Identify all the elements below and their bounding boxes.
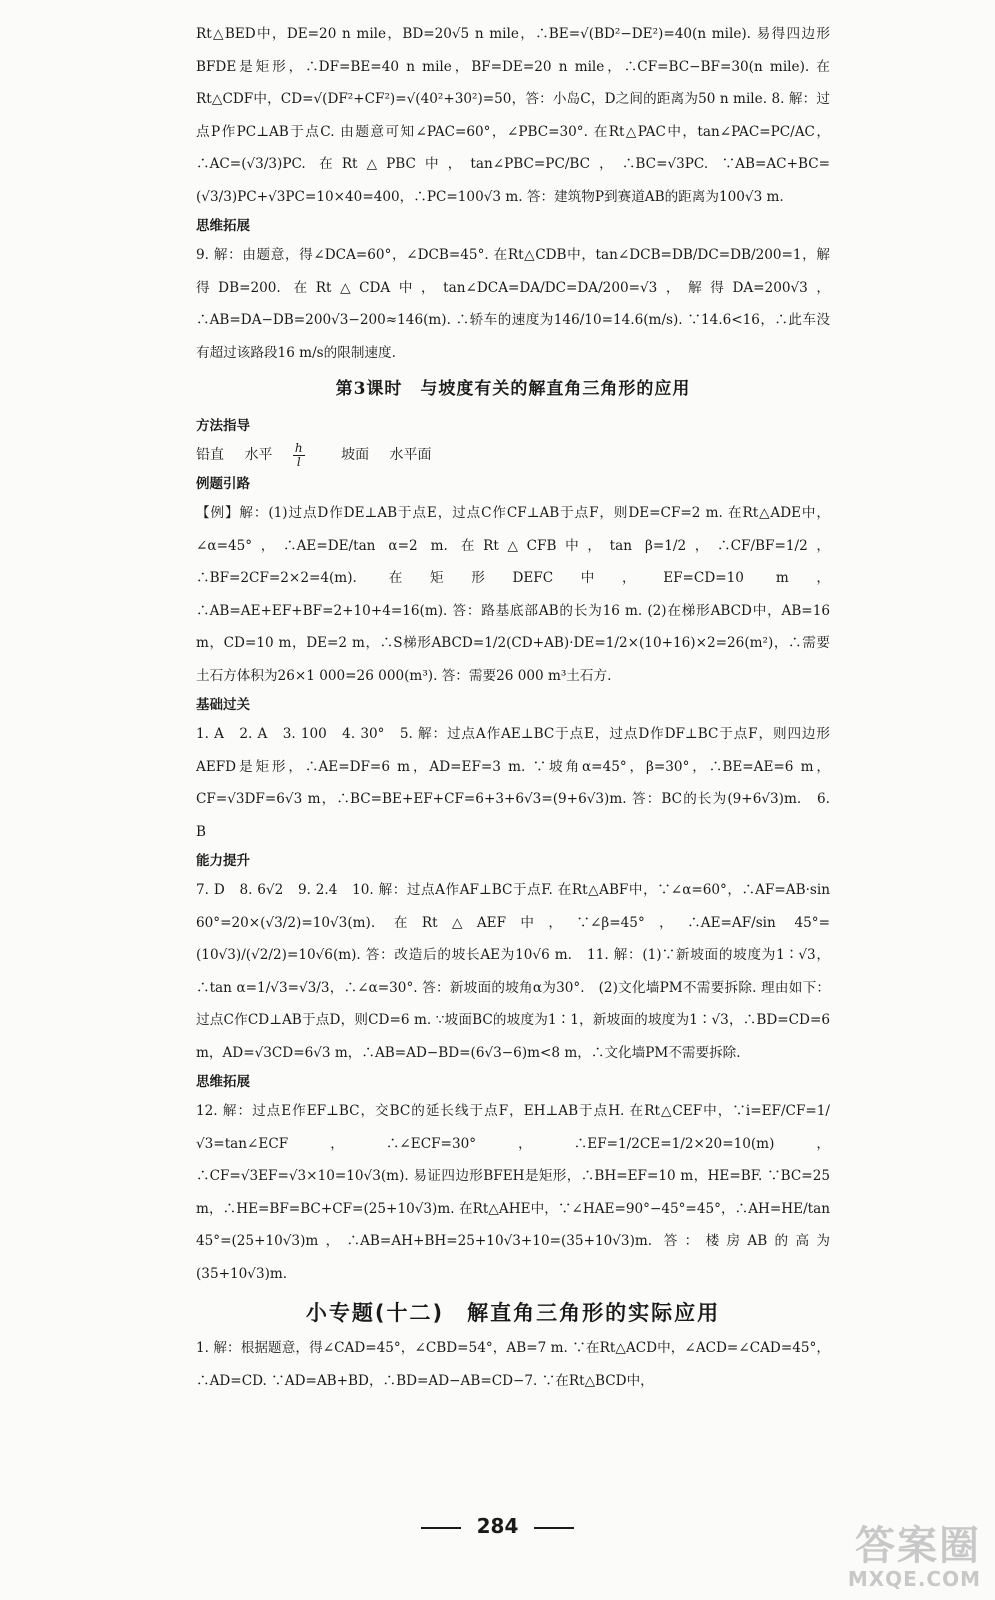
solution-paragraph: 【例】解：(1)过点D作DE⊥AB于点E，过点C作CF⊥AB于点F，则DE=CF=2 m. 在Rt△ADE中，∠α=45°，∴AE=DE/tan α=2 m. 在Rt△CFB中，tan β=1/2，∴CF/BF=1/2，∴BF=2CF=2×2=4(m). 在矩形DEFC中，EF=CD=10 m，∴AB=AE+EF+BF=2+10+4=16(m). 答：路基底部AB的长为16 m. (2)在梯形ABCD中，AB=16 m，CD=10 m，DE=2 m，∴S梯形ABCD=1/2(CD+AB)·DE=1/2×(10+16)×2=26(m²)，∴需要土石方体积为26×1 000=26 000(m³). 答：需要26 000 m³土石方. <box>196 505 830 684</box>
method-word: 水平面 <box>389 447 432 463</box>
section-heading-method-guide: 方法指导 <box>196 418 250 434</box>
watermark-url: MXQE.COM <box>847 1567 981 1591</box>
section-heading-ability: 能力提升 <box>196 853 250 869</box>
page-number-dash <box>534 1527 574 1529</box>
page-number-text: 284 <box>476 1514 519 1538</box>
page-number <box>0 1514 995 1538</box>
watermark <box>848 1524 981 1590</box>
method-word: 铅直 <box>196 447 224 463</box>
page-content <box>196 18 830 1397</box>
slope-fraction <box>293 442 321 469</box>
solution-paragraph: 7. D 8. 6√2 9. 2.4 10. 解：过点A作AF⊥BC于点F. 在Rt△ABF中，∵∠α=60°，∴AF=AB·sin 60°=20×(√3/2)=10√3(m). 在Rt△AEF中，∵∠β=45°，∴AE=AF/sin 45°=(10√3)/(√2/2)=10√6(m). 答：改造后的坡长AE为10√6 m. 11. 解：(1)∵新坡面的坡度为1∶√3，∴tan α=1/√3=√3/3，∴∠α=30°. 答：新坡面的坡角α为30°. (2)文化墙PM不需要拆除. 理由如下：过点C作CD⊥AB于点D，则CD=6 m. ∵坡面BC的坡度为1∶1，新坡面的坡度为1∶√3，∴BD=CD=6 m，AD=√3CD=6√3 m，∴AB=AD−BD=(6√3−6)m<8 m，∴文化墙PM不需要拆除. <box>196 882 830 1061</box>
section-heading-example: 例题引路 <box>196 476 250 492</box>
method-word: 水平 <box>244 447 273 463</box>
section-heading-thinking-extension: 思维拓展 <box>196 218 250 234</box>
method-word: 坡面 <box>341 447 370 463</box>
topic-title: 小专题(十二) 解直角三角形的实际应用 <box>305 1301 721 1325</box>
section-heading-basic: 基础过关 <box>196 697 250 713</box>
solution-paragraph: 1. 解：根据题意，得∠CAD=45°，∠CBD=54°，AB=7 m. ∵在Rt△ACD中，∠ACD=∠CAD=45°，∴AD=CD. ∵AD=AB+BD，∴BD=AD−AB=CD−7. ∵在Rt△BCD中， <box>196 1340 830 1389</box>
watermark-logo: 答案圈 <box>855 1523 981 1569</box>
solution-paragraph: 1. A 2. A 3. 100 4. 30° 5. 解：过点A作AE⊥BC于点E，过点D作DF⊥BC于点F，则四边形AEFD是矩形，∴AE=DF=6 m，AD=EF=3 m. ∵坡角α=45°，β=30°，∴BE=AE=6 m，CF=√3DF=6√3 m，∴BC=BE+EF+CF=6+3+6√3=(9+6√3)m. 答：BC的长为(9+6√3)m. 6. B <box>196 726 830 840</box>
method-answers <box>196 439 830 471</box>
solution-paragraph: Rt△BED中，DE=20 n mile，BD=20√5 n mile，∴BE=√(BD²−DE²)=40(n mile). 易得四边形BFDE是矩形，∴DF=BE=40 n mile，BF=DE=20 n mile，∴CF=BC−BF=30(n mile). 在Rt△CDF中，CD=√(DF²+CF²)=√(40²+30²)=50，答：小岛C，D之间的距离为50 n mile. 8. 解：过点P作PC⊥AB于点C. 由题意可知∠PAC=60°，∠PBC=30°. 在Rt△PAC中，tan∠PAC=PC/AC，∴AC=(√3/3)PC. 在Rt△PBC中，tan∠PBC=PC/BC，∴BC=√3PC. ∵AB=AC+BC=(√3/3)PC+√3PC=10×40=400，∴PC=100√3 m. 答：建筑物P到赛道AB的距离为100√3 m. <box>196 26 830 205</box>
lesson-title: 第3课时 与坡度有关的解直角三角形的应用 <box>335 379 691 399</box>
solution-paragraph: 12. 解：过点E作EF⊥BC，交BC的延长线于点F，EH⊥AB于点H. 在Rt△CEF中，∵i=EF/CF=1/√3=tan∠ECF，∴∠ECF=30°，∴EF=1/2CE=1/2×20=10(m)，∴CF=√3EF=√3×10=10√3(m). 易证四边形BFEH是矩形，∴BH=EF=10 m，HE=BF. ∵BC=25 m，∴HE=BF=BC+CF=(25+10√3)m. 在Rt△AHE中，∵∠HAE=90°−45°=45°，∴AH=HE/tan 45°=(25+10√3)m，∴AB=AH+BH=25+10√3+10=(35+10√3)m. 答：楼房AB的高为(35+10√3)m. <box>196 1103 830 1282</box>
fraction-denominator: l <box>296 454 301 469</box>
solution-paragraph: 9. 解：由题意，得∠DCA=60°，∠DCB=45°. 在Rt△CDB中，tan∠DCB=DB/DC=DB/200=1，解得DB=200. 在Rt△CDA中，tan∠DCA=DA/DC=DA/200=√3，解得DA=200√3，∴AB=DA−DB=200√3−200≈146(m). ∴轿车的速度为146/10=14.6(m/s). ∵14.6<16，∴此车没有超过该路段16 m/s的限制速度. <box>196 247 830 361</box>
page-number-dash <box>421 1527 461 1529</box>
section-heading-thinking-extension: 思维拓展 <box>196 1074 250 1090</box>
fraction-numerator: h <box>294 440 303 455</box>
